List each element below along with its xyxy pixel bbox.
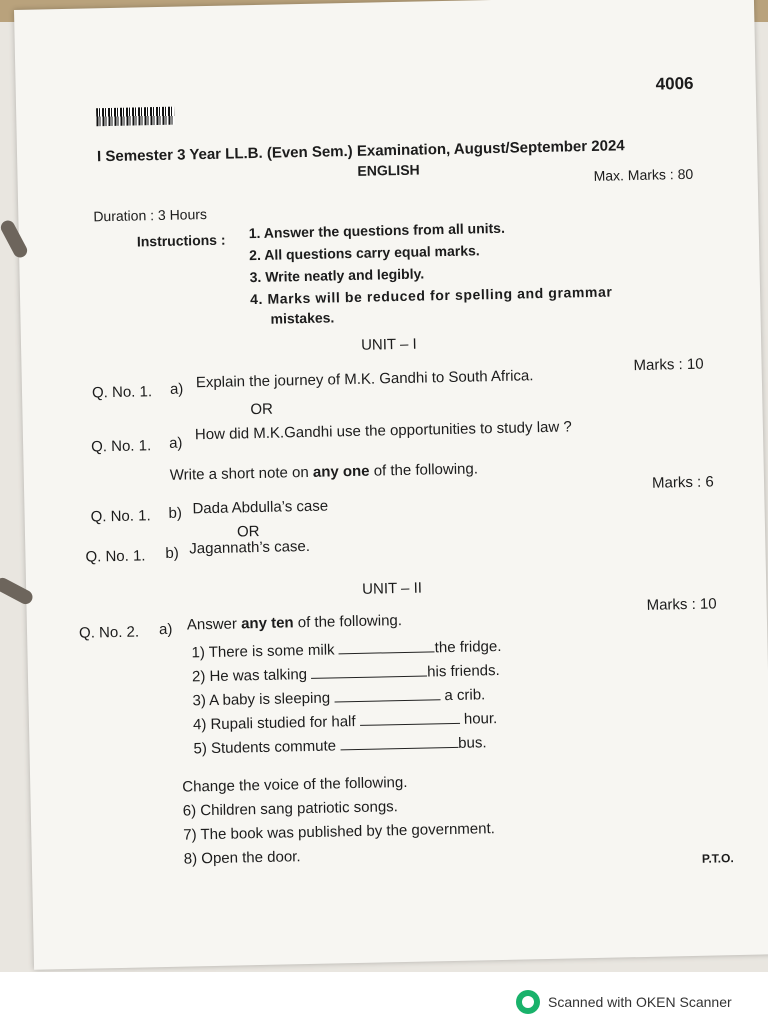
fill-3-post: a crib. [444,686,486,705]
instruction-1: 1. Answer the questions from all units. [248,219,506,242]
fill-2-post: his friends. [427,661,500,681]
q1b-alt-text: Jagannath’s case. [189,537,311,558]
fill-4-post: hour. [463,710,498,728]
instruction-2: 2. All questions carry equal marks. [249,242,480,264]
or-separator: OR [250,400,274,419]
subject-title: ENGLISH [357,161,420,179]
short-note-post: of the following. [369,460,479,480]
fill-item-2 [192,662,500,685]
unit-1-heading: UNIT – I [360,335,417,354]
q2a-text-pre: Answer [186,615,242,634]
voice-item-6: 6) Children sang patriotic songs. [182,798,399,820]
q1b-part: b) [168,504,183,522]
barcode [96,107,174,127]
max-marks: Max. Marks : 80 [593,165,694,184]
q2a-part: a) [158,620,173,639]
paper-code: 4006 [655,73,694,94]
fill-item-5 [193,734,486,757]
fill-1-post: the fridge. [434,637,502,657]
q1a-alt-text: How did M.K.Gandhi use the opportunities to study law ? [194,418,572,444]
fill-2-pre: 2) He was talking [191,666,308,686]
q1b-alt-part: b) [165,544,179,562]
answer-blank [339,639,435,654]
q2a-marks: Marks : 10 [646,595,717,614]
short-note-instruction [170,460,479,483]
q2a-text [187,612,402,634]
voice-item-7: 7) The book was published by the government. [183,820,496,844]
q1a-alt-part: a) [168,434,183,452]
fill-5-pre: 5) Students commute [193,737,337,758]
q1b-text: Dada Abdulla’s case [192,497,329,518]
unit-2-heading: UNIT – II [362,579,423,598]
q1a-number: Q. No. 1. [91,383,153,402]
q1b-number: Q. No. 1. [90,507,151,526]
fill-item-3 [192,686,485,709]
pto-label: P.T.O. [701,851,734,866]
instruction-3: 3. Write neatly and legibly. [249,265,425,286]
fill-5-post: bus. [458,734,487,752]
fill-item-4 [193,710,498,733]
short-note-bold: any one [312,462,370,481]
fill-3-pre: 3) A baby is sleeping [192,689,331,710]
q2a-number: Q. No. 2. [78,623,140,642]
fill-4-pre: 4) Rupali studied for half [192,713,356,734]
answer-blank [360,711,460,726]
voice-item-8: 8) Open the door. [183,848,301,868]
q1b-alt-number: Q. No. 1. [85,547,146,566]
scanner-text: Scanned with OKEN Scanner [548,994,732,1010]
q1a-part: a) [169,380,184,398]
fill-item-1 [191,638,501,661]
instructions-label: Instructions : [136,231,226,250]
short-note-pre: Write a short note on [169,463,314,484]
q2a-text-bold: any ten [240,614,294,633]
q1a-alt-number: Q. No. 1. [90,437,152,456]
answer-blank [340,735,458,750]
q1b-marks: Marks : 6 [651,473,714,492]
fill-1-pre: 1) There is some milk [191,641,335,662]
q2a-text-post: of the following. [293,612,403,632]
q1a-text: Explain the journey of M.K. Gandhi to South Africa. [195,367,534,392]
duration: Duration : 3 Hours [93,206,208,225]
answer-blank [311,663,427,678]
answer-blank [334,687,440,702]
voice-heading: Change the voice of the following. [182,773,408,796]
oken-logo-icon [516,990,540,1014]
instruction-4: 4. Marks will be reduced for spelling and grammar [249,283,613,308]
instruction-4-cont: mistakes. [270,309,335,327]
exam-paper [14,0,768,970]
q1a-marks: Marks : 10 [633,355,704,375]
scanner-watermark [516,990,732,1014]
exam-title: I Semester 3 Year LL.B. (Even Sem.) Examination, August/September 2024 [96,137,625,166]
or-separator: OR [236,522,260,541]
